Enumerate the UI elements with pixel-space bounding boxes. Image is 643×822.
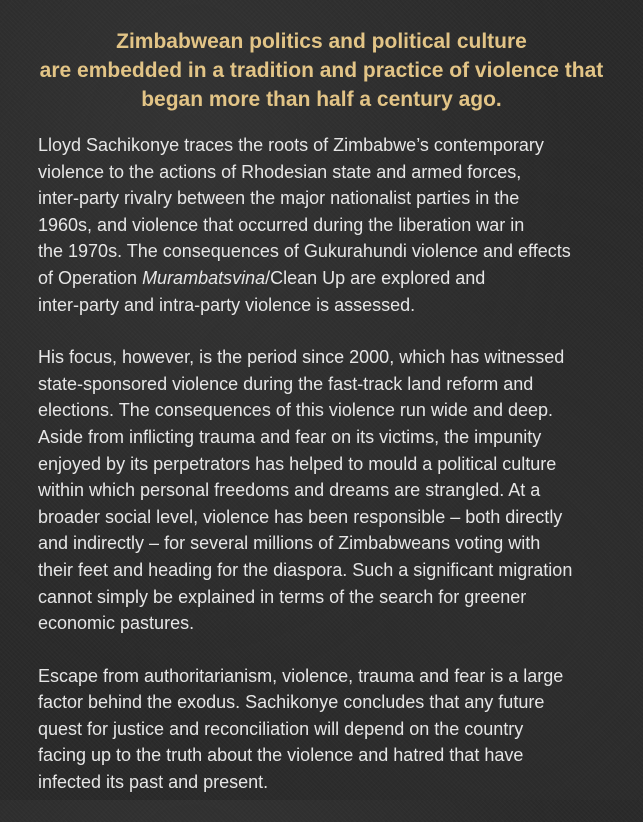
- paragraph-line: Lloyd Sachikonye traces the roots of Zimbabwe’s contemporary: [38, 135, 544, 155]
- paragraph-line: violence to the actions of Rhodesian state and armed forces,: [38, 161, 522, 182]
- paragraph-line: inter-party and intra-party violence is assessed.: [38, 294, 416, 315]
- paragraph-line: and indirectly – for several millions of Zimbabweans voting with: [38, 533, 541, 554]
- paragraph-line: [38, 265, 628, 292]
- paragraph-line: economic pastures.: [38, 613, 195, 634]
- paragraph-line: inter-party rivalry between the major nationalist parties in the: [38, 188, 520, 209]
- paragraph-1: [38, 132, 628, 318]
- paragraph-line: state-sponsored violence during the fast-track land reform and: [38, 373, 534, 394]
- paragraph-line: Escape from authoritarianism, violence, trauma and fear is a large: [38, 665, 564, 686]
- paragraph-line: infected its past and present.: [38, 772, 269, 793]
- headline-line: are embedded in a tradition and practice of violence that: [39, 59, 604, 82]
- paragraph-2: [38, 344, 628, 637]
- paragraph-line: factor behind the exodus. Sachikonye concludes that any future: [38, 692, 545, 713]
- paragraph-line: 1960s, and violence that occurred during the liberation war in: [38, 214, 525, 235]
- paragraph-line: quest for justice and reconciliation will depend on the country: [38, 718, 524, 739]
- paragraph-line: cannot simply be explained in terms of the search for greener: [38, 586, 527, 607]
- line-segment: of Operation: [38, 267, 143, 288]
- paragraph-line: elections. The consequences of this violence run wide and deep.: [38, 400, 554, 421]
- paragraph-line: broader social level, violence has been responsible – both directly: [38, 506, 563, 527]
- paragraph-line: facing up to the truth about the violence and hatred that have: [38, 745, 524, 766]
- line-segment: /Clean Up are explored and: [265, 267, 486, 288]
- paragraph-line: the 1970s. The consequences of Gukurahundi violence and effects: [38, 241, 571, 262]
- paragraph-line: within which personal freedoms and dreams are strangled. At a: [38, 480, 541, 501]
- paragraph-line: their feet and heading for the diaspora. Such a significant migration: [38, 559, 573, 580]
- headline-line: Zimbabwean politics and political culture: [116, 30, 527, 53]
- headline: [20, 27, 623, 114]
- headline-line: began more than half a century ago.: [141, 88, 502, 111]
- paragraph-line: enjoyed by its perpetrators has helped to mould a political culture: [38, 453, 557, 474]
- paragraph-line: Aside from inflicting trauma and fear on its victims, the impunity: [38, 426, 542, 447]
- italic-term: Murambatsvina: [142, 267, 266, 288]
- blurb-body: [38, 132, 628, 822]
- paragraph-line: His focus, however, is the period since 2000, which has witnessed: [38, 347, 565, 368]
- paragraph-3: [38, 663, 628, 796]
